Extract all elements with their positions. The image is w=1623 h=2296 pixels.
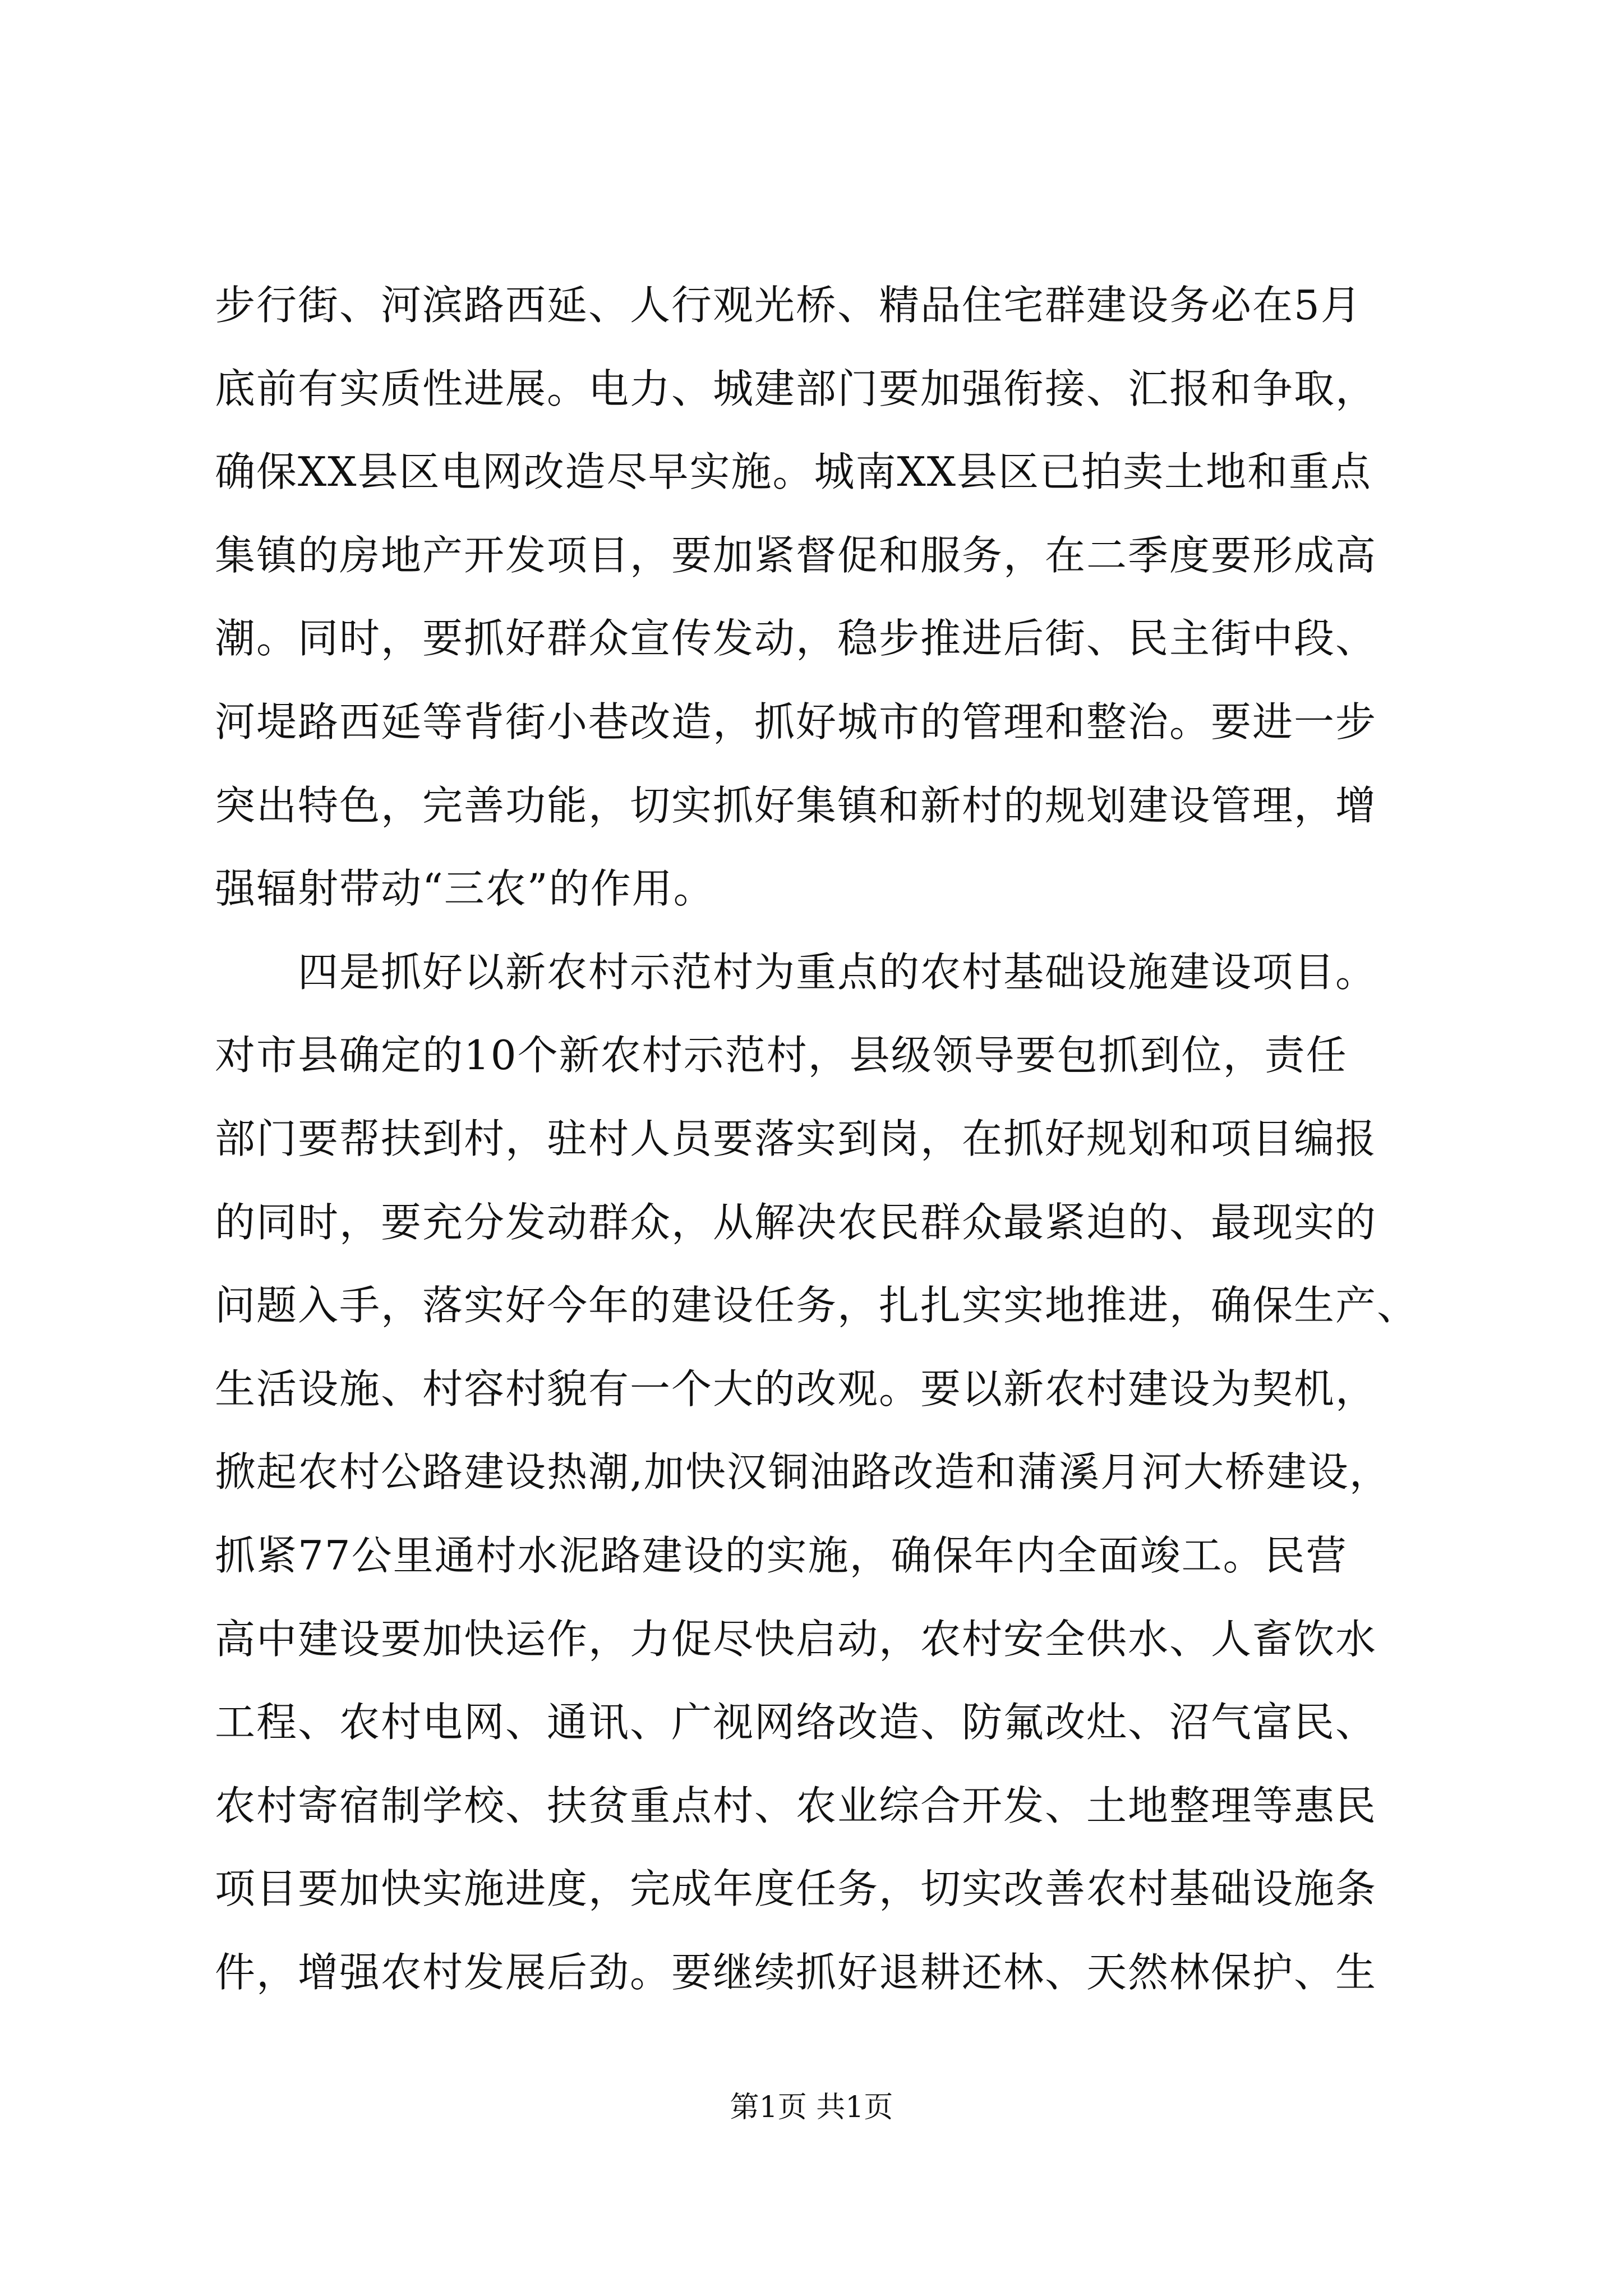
text-line: 突出特色，完善功能，切实抓好集镇和新村的规划建设管理，增 [215, 781, 1377, 829]
text-line: 生活设施、村容村貌有一个大的改观。要以新农村建设为契机， [215, 1365, 1377, 1412]
text-line: 对市县确定的10个新农村示范村，县级领导要包抓到位，责任 [215, 1032, 1348, 1079]
text-line: 步行街、河滨路西延、人行观光桥、精品住宅群建设务必在5月 [215, 282, 1362, 329]
text-line: 四是抓好以新农村示范村为重点的农村基础设施建设项目。 [215, 948, 1377, 996]
text-line: 河堤路西延等背街小巷改造，抓好城市的管理和整治。要进一步 [215, 698, 1377, 746]
text-line: 工程、农村电网、通讯、广视网络改造、防氟改灶、沼气富民、 [215, 1699, 1377, 1746]
text-line: 掀起农村公路建设热潮,加快汉铜油路改造和蒲溪月河大桥建设， [215, 1448, 1391, 1496]
page-footer: 第1页 共1页 [730, 2091, 893, 2124]
text-line: 底前有实质性进展。电力、城建部门要加强衔接、汇报和争取， [215, 365, 1377, 412]
text-line: 农村寄宿制学校、扶贫重点村、农业综合开发、土地整理等惠民 [215, 1782, 1377, 1829]
text-line: 部门要帮扶到村，驻村人员要落实到岗，在抓好规划和项目编报 [215, 1115, 1377, 1162]
text-line: 项目要加快实施进度，完成年度任务，切实改善农村基础设施条 [215, 1865, 1377, 1913]
text-line: 抓紧77公里通村水泥路建设的实施，确保年内全面竣工。民营 [215, 1531, 1348, 1579]
body-text [215, 264, 1432, 2014]
text-line: 的同时，要充分发动群众，从解决农民群众最紧迫的、最现实的 [215, 1198, 1377, 1246]
text-line: 高中建设要加快运作，力促尽快启动，农村安全供水、人畜饮水 [215, 1615, 1377, 1663]
text-line: 潮。同时，要抓好群众宣传发动，稳步推进后街、民主街中段、 [215, 615, 1377, 662]
text-line: 件，增强农村发展后劲。要继续抓好退耕还林、天然林保护、生 [215, 1948, 1377, 1996]
text-line: 问题入手，落实好今年的建设任务，扎扎实实地推进，确保生产、 [215, 1282, 1419, 1329]
text-line: 集镇的房地产开发项目，要加紧督促和服务，在二季度要形成高 [215, 531, 1377, 579]
text-line: 确保XX县区电网改造尽早实施。城南XX县区已拍卖土地和重点 [215, 448, 1372, 496]
text-line: 强辐射带动“三农”的作用。 [215, 865, 715, 913]
